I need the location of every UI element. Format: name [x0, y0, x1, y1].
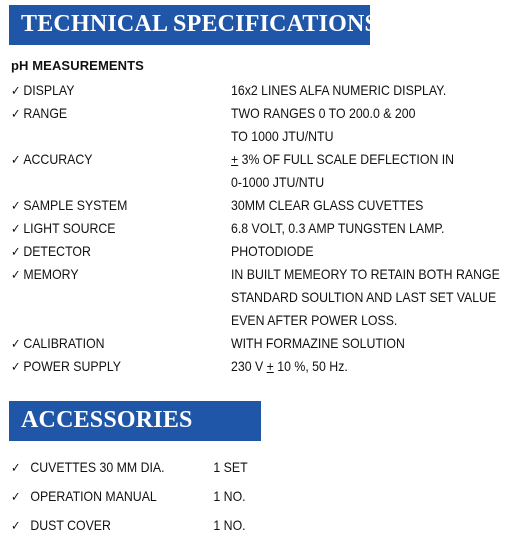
- spec-value: [231, 148, 504, 194]
- spec-row: [11, 263, 504, 332]
- spec-label-text: SAMPLE SYSTEM: [23, 197, 128, 213]
- spec-value: [231, 194, 504, 217]
- accessory-qty: 1 SET: [213, 459, 248, 475]
- spec-row: [11, 79, 504, 102]
- spec-value-line: 0-1000 JTU/NTU: [231, 174, 325, 190]
- check-icon: ✓: [11, 489, 21, 504]
- spec-label-text: ACCURACY: [23, 151, 93, 167]
- accessories-heading: ACCESSORIES: [21, 407, 193, 433]
- spec-value-line: STANDARD SOULTION AND LAST SET VALUE: [231, 289, 497, 305]
- spec-label-text: LIGHT SOURCE: [23, 220, 116, 236]
- spec-value-line: 6.8 VOLT, 0.3 AMP TUNGSTEN LAMP.: [231, 220, 445, 236]
- ph-measurements-title: pH MEASUREMENTS: [11, 58, 144, 73]
- spec-row: [11, 148, 504, 194]
- plus-minus-sign: +: [266, 358, 274, 374]
- accessory-item: OPERATION MANUAL: [30, 488, 157, 504]
- spec-row: [11, 332, 504, 355]
- check-icon: ✓: [11, 106, 21, 121]
- spec-label-text: DETECTOR: [23, 243, 91, 259]
- spec-value-line: WITH FORMAZINE SOLUTION: [231, 335, 405, 351]
- spec-row: [11, 217, 504, 240]
- check-icon: ✓: [11, 359, 21, 374]
- accessories-banner: [9, 401, 261, 441]
- check-icon: ✓: [11, 152, 21, 167]
- spec-label: [11, 194, 127, 217]
- plus-minus-sign: +: [231, 151, 239, 167]
- technical-specifications-heading: TECHNICAL SPECIFICATIONS: [21, 11, 379, 37]
- accessories-list: [11, 453, 331, 540]
- spec-label: [11, 332, 105, 355]
- spec-value: [231, 217, 504, 240]
- check-icon: ✓: [11, 198, 21, 213]
- spec-value-line: EVEN AFTER POWER LOSS.: [231, 312, 398, 328]
- spec-label-text: MEMORY: [23, 266, 79, 282]
- accessory-item: CUVETTES 30 MM DIA.: [30, 459, 165, 475]
- spec-label-text: CALIBRATION: [23, 335, 105, 351]
- spec-label: [11, 148, 92, 171]
- spec-value-line: 30MM CLEAR GLASS CUVETTES: [231, 197, 424, 213]
- accessory-item: DUST COVER: [30, 517, 111, 533]
- spec-label: [11, 263, 79, 286]
- spec-label: [11, 102, 67, 125]
- spec-value: [231, 355, 504, 378]
- spec-label-text: POWER SUPPLY: [23, 358, 121, 374]
- spec-row: [11, 240, 504, 263]
- accessory-row: [11, 453, 293, 482]
- spec-label: [11, 240, 91, 263]
- spec-value: [231, 240, 504, 263]
- accessory-row: [11, 482, 293, 511]
- spec-value: [231, 79, 504, 102]
- spec-row: [11, 355, 504, 378]
- check-icon: ✓: [11, 83, 21, 98]
- accessory-row: [11, 511, 293, 540]
- spec-label: [11, 355, 121, 378]
- spec-label: [11, 79, 74, 102]
- spec-value: [231, 263, 504, 332]
- spec-row: [11, 102, 504, 148]
- technical-specifications-banner: [9, 5, 379, 45]
- spec-value: [231, 332, 504, 355]
- spec-value-line: TO 1000 JTU/NTU: [231, 128, 334, 144]
- check-icon: ✓: [11, 221, 21, 236]
- accessory-qty: 1 NO.: [213, 517, 246, 533]
- spec-list: [11, 79, 511, 378]
- spec-label-text: DISPLAY: [23, 82, 75, 98]
- spec-label-text: RANGE: [23, 105, 68, 121]
- check-icon: ✓: [11, 460, 21, 475]
- spec-value-line: 16x2 LINES ALFA NUMERIC DISPLAY.: [231, 82, 447, 98]
- check-icon: ✓: [11, 267, 21, 282]
- spec-row: [11, 194, 504, 217]
- spec-value-line: IN BUILT MEMEORY TO RETAIN BOTH RANGE: [231, 266, 500, 282]
- spec-value-line: PHOTODIODE: [231, 243, 314, 259]
- accessory-qty: 1 NO.: [213, 488, 246, 504]
- spec-value-line: TWO RANGES 0 TO 200.0 & 200: [231, 105, 416, 121]
- check-icon: ✓: [11, 518, 21, 533]
- spec-value-line: 230 V + 10 %, 50 Hz.: [231, 358, 348, 374]
- spec-value: [231, 102, 504, 148]
- spec-label: [11, 217, 116, 240]
- check-icon: ✓: [11, 244, 21, 259]
- spec-value-line: + 3% OF FULL SCALE DEFLECTION IN: [231, 151, 455, 167]
- check-icon: ✓: [11, 336, 21, 351]
